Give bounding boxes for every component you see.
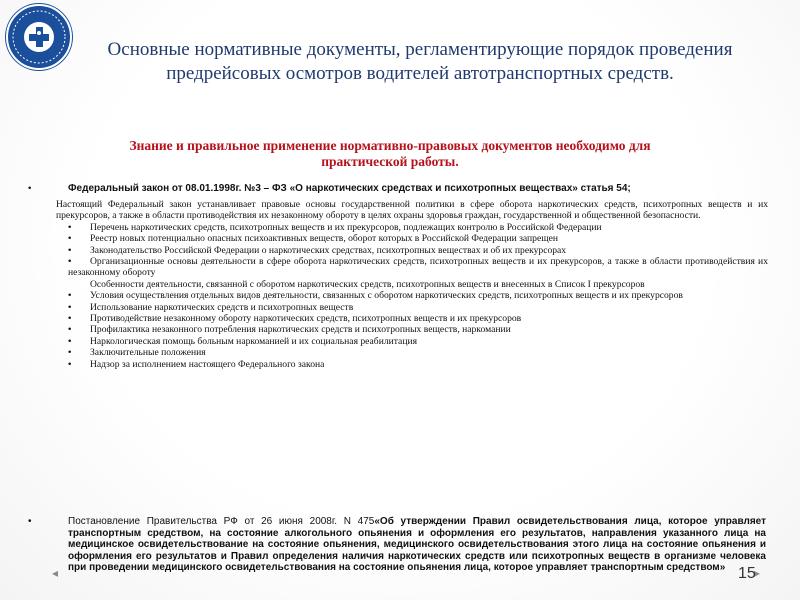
item-text: Законодательство Российской Федерации о наркотических средствах, психотропных веществах и об их прекурсорах [90, 244, 567, 256]
law-items-list [28, 222, 768, 370]
item-marker: • [68, 301, 72, 313]
list-item [68, 233, 768, 244]
item-text: Организационные основы деятельности в сфере оборота наркотических средств, психотропных веществ и их прекурсоров, а также в области противодействия их незаконному обороту [68, 256, 768, 279]
resolution-row [28, 516, 766, 574]
item-marker: • [68, 290, 72, 302]
list-item [68, 245, 768, 256]
slide-subtitle: Знание и правильное применение нормативно-правовых документов необходимо для практической работы. [129, 138, 651, 169]
list-item [68, 313, 768, 324]
list-item [68, 324, 768, 335]
bullet: • [28, 516, 32, 527]
list-item [68, 290, 768, 301]
item-marker: • [68, 221, 72, 233]
law-intro: Настоящий Федеральный закон устанавливает правовые основы государственной политики в сфере оборота наркотических средств, психотропных веществ и их прекурсоров, а также в области противодействия их незаконному обороту в целях охраны здоровья граждан, государственной и общественной безопасности. [56, 199, 768, 222]
resolution-text [28, 516, 766, 574]
item-marker: • [68, 233, 72, 245]
law-heading-row [28, 183, 768, 195]
list-item [68, 336, 768, 347]
item-marker: • [68, 347, 72, 359]
arrow-right-icon[interactable]: ▸ [754, 566, 761, 580]
item-marker: • [68, 358, 72, 370]
resolution-title: «Об утверждении Правил освидетельствования лица, которое управляет транспортным средством, на состояние алкогольного опьянения и оформления его результатов, направления указанного лица на медицинское освидетельствование на состояние опьянения, медицинского освидетельствования этого лица на состояние опьянения и оформления его результатов и Правил определения наличия наркотических средств или психотропных веществ в организме человека при проведении медицинского освидетельствования на состояние опьянения лица, которое управляет транспортным средством» [68, 516, 766, 574]
resolution-section [28, 516, 766, 574]
list-item [68, 302, 768, 313]
item-text: Условия осуществления отдельных видов деятельности, связанных с оборотом наркотических средств, психотропных веществ и их прекурсоров [90, 290, 683, 302]
law-section [28, 183, 768, 370]
resolution-prefix: Постановление Правительства РФ от 26 июня 2008г. N 475 [68, 516, 375, 527]
list-item [68, 279, 768, 290]
item-text: Особенности деятельности, связанной с оборотом наркотических средств, психотропных веществ и внесенных в Список I прекурсоров [90, 278, 645, 290]
item-text: Противодействие незаконному обороту наркотических средств, психотропных веществ и их прекурсоров [90, 313, 522, 325]
arrow-left-icon[interactable]: ◂ [52, 566, 59, 580]
item-marker: • [68, 313, 72, 325]
item-text: Заключительные положения [90, 347, 206, 359]
list-item [68, 222, 768, 233]
law-heading: Федеральный закон от 08.01.1998г. №3 – ФЗ «О наркотических средствах и психотропных веществах» статья 54; [68, 183, 631, 194]
item-marker: • [68, 256, 72, 268]
item-text: Наркологическая помощь больным наркоманией и их социальная реабилитация [90, 335, 417, 347]
slide-title: Основные нормативные документы, регламентирующие порядок проведения предрейсовых осмотров водителей автотранспортных средств. [107, 39, 733, 84]
list-item [68, 256, 768, 279]
item-marker: • [68, 324, 72, 336]
medical-cross-emblem-icon [6, 4, 72, 70]
emblem-center [24, 22, 54, 52]
bullet: • [28, 183, 32, 194]
list-item [68, 347, 768, 358]
page-number: 15 [738, 565, 756, 582]
item-marker: • [68, 244, 72, 256]
item-text: Профилактика незаконного потребления наркотических средств и психотропных веществ, наркомании [90, 324, 511, 336]
item-text: Использование наркотических средств и психотропных веществ [90, 301, 354, 313]
item-text: Перечень наркотических средств, психотропных веществ и их прекурсоров, подлежащих контролю в Российской Федерации [90, 221, 602, 233]
list-item [68, 359, 768, 370]
item-text: Надзор за исполнением настоящего Федерального закона [90, 358, 325, 370]
item-marker: • [68, 335, 72, 347]
item-text: Реестр новых потенциально опасных психоактивных веществ, оборот которых в Российской Федерации запрещен [90, 233, 558, 245]
